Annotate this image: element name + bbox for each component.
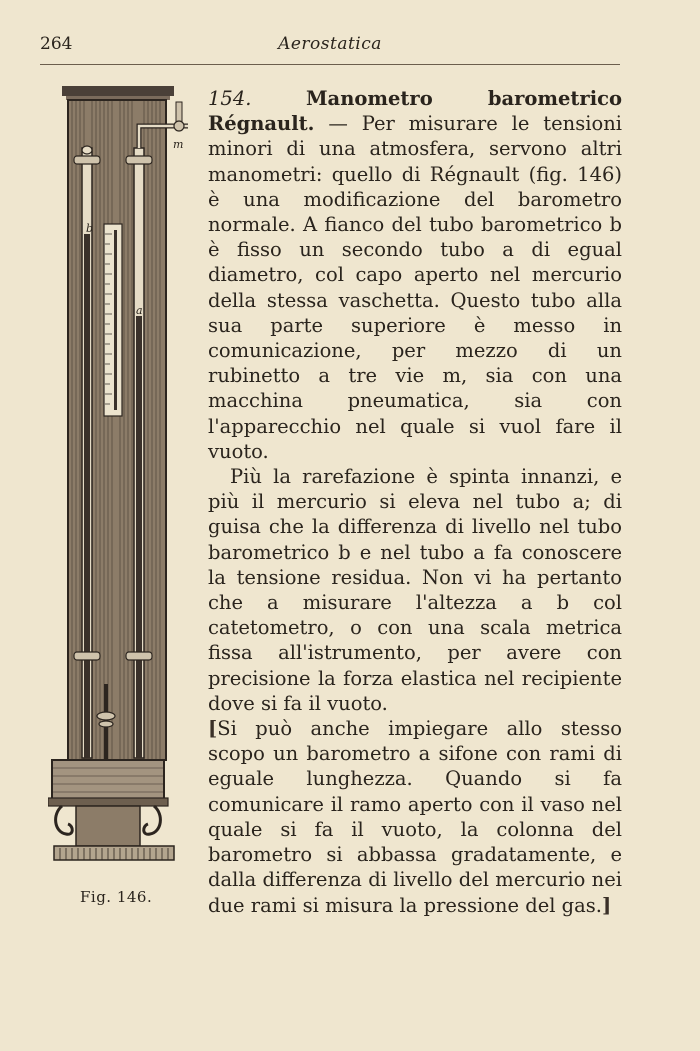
paragraph-3-text: Si può anche impiegare allo stesso scopo un barometro a sifone con rami di eguale lunghezza. Quando si fa comunicare il ramo aperto con il vaso nel quale si fa il vuoto, la colonna del barometro si abbassa gradatamente, e dalla differenza di livello del mercurio nei due rami si misura la pressione del gas. — [208, 717, 622, 917]
section-number: 154. — [208, 87, 252, 110]
label-a: a — [136, 304, 143, 317]
label-m: m — [173, 138, 184, 151]
bracket-close: ] — [602, 893, 612, 917]
figure-float-space — [40, 86, 208, 946]
paragraph-1-text: Per misurare le tensioni minori di una atmosfera, servono altri manometri: quello di Régnault (fig. 146) è una modificazione del barometro normale. A fianco del tubo barometrico b è fisso un secondo tubo a di egual diametro, col capo aperto nel mercurio della stessa vaschetta. Questo tubo alla sua parte superiore è messo in comunicazione, per mezzo di un rubinetto a tre vie m, sia con una macchina pneumatica, sia con l'apparecchio nel quale si vuol fare il vuoto. — [208, 112, 623, 463]
header-rule — [40, 64, 620, 65]
title-dash: — — [314, 112, 362, 136]
label-b: b — [86, 222, 94, 235]
running-title: Aerostatica — [278, 34, 382, 54]
body-text — [40, 86, 622, 946]
paragraph-2-text: Più la rarefazione è spinta innanzi, e più il mercurio si eleva nel tubo a; di guisa che la differenza di livello nel tubo barometrico b e nel tubo a fa conoscere la tensione residua. Non vi ha pertanto che a misurare l'altezza a b col catetometro, o con una scala metrica fissa all'istrumento, per avere con precisione la forza elastica nel recipiente dove si fa il vuoto. — [208, 465, 622, 715]
section-title: Manometro barometrico Régnault. — [208, 87, 622, 136]
page-number: 264 — [40, 34, 73, 54]
figure-caption: Fig. 146. — [80, 888, 153, 906]
page-header — [40, 32, 620, 62]
bracket-open: [ — [208, 717, 218, 741]
